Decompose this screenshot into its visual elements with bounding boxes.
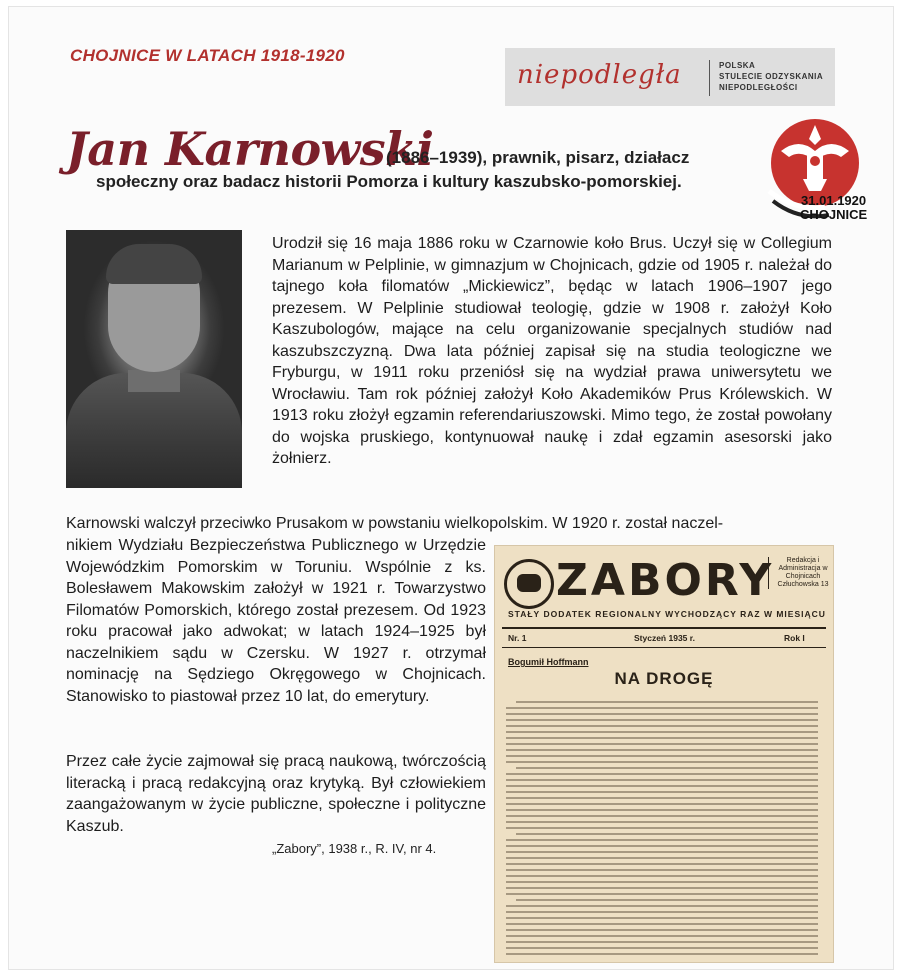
newspaper-text-line	[506, 797, 818, 799]
subtitle-line-1: (1886–1939), prawnik, pisarz, działacz	[386, 148, 690, 167]
newspaper-text-line	[506, 845, 818, 847]
subtitle-line-2: społeczny oraz badacz historii Pomorza i kultury kaszubsko-pomorskiej.	[96, 172, 682, 191]
zabory-subtitle: STAŁY DODATEK REGIONALNY WYCHODZĄCY RAZ W MIESIĄCU	[508, 609, 826, 619]
zabory-issue-year: Rok I	[784, 633, 805, 643]
newspaper-text-line	[506, 719, 818, 721]
logo-text-line-1: POLSKA	[719, 61, 756, 70]
logo-divider	[709, 60, 710, 96]
newspaper-text-line	[506, 749, 818, 751]
newspaper-text-line	[506, 737, 818, 739]
badge-date-block	[800, 194, 867, 222]
person-name: Jan Karnowski	[66, 122, 434, 176]
zabory-author: Bogumił Hoffmann	[508, 657, 589, 667]
newspaper-text-line	[506, 725, 818, 727]
newspaper-text-line	[506, 803, 818, 805]
paragraph-early-life: Urodził się 16 maja 1886 roku w Czarnowie koło Brus. Uczył się w Collegium Marianum w Pelplinie, w gimnazjum w Chojnicach, gdzie od 1905 r. należał do tajnego koła filomatów „Mickiewicz”, będąc w latach 1906–1907 jego prezesem. W Pelplinie studiował teologię, gdzie w 1908 r. założył Koło Kaszubologów, mające na celu organizowanie specjalnych studiów nad kaszubszczyzną. Dwa lata później zapisał się na studia teologiczne we Fryburgu, w 1911 roku przeniósł się na wydział prawa uniwersytetu we Wrocławiu. Tam rok później założył Koło Akademików Prus Królewskich. W 1913 roku złożył egzamin referendariuszowski. Mimo tego, że został powołany do wojska pruskiego, kontynuował naukę i zdał egzamin asesorski jako żołnierz.	[272, 235, 832, 467]
portrait-hair	[106, 244, 202, 284]
newspaper-text-line	[506, 923, 818, 925]
newspaper-text-line	[506, 935, 818, 937]
newspaper-text-line	[506, 863, 818, 865]
newspaper-text-line	[506, 869, 818, 871]
newspaper-text-line	[506, 893, 818, 895]
newspaper-text-line	[516, 701, 818, 703]
newspaper-text-line	[506, 755, 818, 757]
newspaper-text-line	[506, 827, 818, 829]
paragraph-legacy: Przez całe życie zajmował się pracą naukową, twórczością literacką i pracą redakcyjną oraz krytyką. Był człowiekiem zaangażowanym w życie publiczne, społeczne i polityczne Kaszub.	[66, 753, 486, 835]
logo-script: niepodległa	[517, 60, 682, 90]
portrait-collar	[128, 370, 180, 392]
newspaper-text-line	[506, 779, 818, 781]
newspaper-text-line	[506, 707, 818, 709]
niepodlegla-logo	[505, 48, 835, 106]
portrait-photo	[66, 230, 242, 488]
logo-text-line-3: NIEPODLEGŁOŚCI	[719, 83, 798, 92]
newspaper-text-line	[516, 767, 818, 769]
newspaper-text-line	[506, 881, 818, 883]
newspaper-text-line	[506, 917, 818, 919]
zabory-headline: NA DROGĘ	[614, 669, 714, 688]
newspaper-text-line	[506, 875, 818, 877]
newspaper-text-line	[506, 905, 818, 907]
newspaper-text-line	[506, 839, 818, 841]
newspaper-text-line	[516, 833, 818, 835]
newspaper-text-line	[506, 947, 818, 949]
zabory-rule-bottom	[502, 647, 826, 648]
zabory-emblem-icon	[504, 559, 554, 609]
newspaper-caption: „Zabory”, 1938 r., R. IV, nr 4.	[272, 841, 437, 856]
logo-text-line-2: STULECIE ODZYSKANIA	[719, 72, 824, 81]
zabory-side-box: Redakcja i Administracja w Chojnicach Człuchowska 13	[768, 557, 834, 589]
newspaper-text-line	[516, 899, 818, 901]
newspaper-text-line	[506, 953, 818, 955]
newspaper-text-line	[506, 761, 818, 763]
newspaper-text-line	[506, 929, 818, 931]
logo-text	[719, 60, 823, 93]
series-title: CHOJNICE W LATACH 1918-1920	[70, 46, 345, 65]
newspaper-text-line	[506, 857, 818, 859]
zabory-newspaper-image	[494, 545, 834, 963]
newspaper-text-line	[506, 821, 818, 823]
newspaper-text-line	[506, 815, 818, 817]
newspaper-text-line	[506, 791, 818, 793]
newspaper-text-line	[506, 809, 818, 811]
newspaper-text-line	[506, 911, 818, 913]
newspaper-text-line	[506, 713, 818, 715]
newspaper-text-line	[506, 743, 818, 745]
paragraph-uprising: Karnowski walczył przeciwko Prusakom w powstaniu wielkopolskim. W 1920 r. został naczel-	[66, 515, 724, 532]
newspaper-text-line	[506, 851, 818, 853]
zabory-rule-top	[502, 627, 826, 629]
paragraph-career: nikiem Wydziału Bezpieczeństwa Publicznego w Urzędzie Wojewódzkim Pomorskim w Toruniu. Wspólnie z ks. Bolesławem Makowskim założył w 1921 r. Towarzystwo Filomatów Pomorskich, którego został prezesem. Od 1923 roku pracował jako adwokat; w latach 1924–1925 był naczelnikiem sądu w Czersku. W 1927 r. otrzymał nominację na Sędziego Okręgowego w Chojnicach. Stanowisko to piastował przez 10 lat, do emerytury.	[66, 537, 486, 705]
newspaper-text-line	[506, 887, 818, 889]
zabory-issue-number: Nr. 1	[508, 633, 527, 643]
newspaper-text-line	[506, 785, 818, 787]
badge-city: CHOJNICE	[800, 207, 868, 222]
zabory-issue-date: Styczeń 1935 r.	[634, 633, 695, 643]
newspaper-text-line	[506, 731, 818, 733]
badge-date: 31.01.1920	[801, 193, 867, 208]
zabory-title: ZABORY	[556, 555, 775, 606]
newspaper-text-line	[506, 773, 818, 775]
newspaper-text-line	[506, 941, 818, 943]
